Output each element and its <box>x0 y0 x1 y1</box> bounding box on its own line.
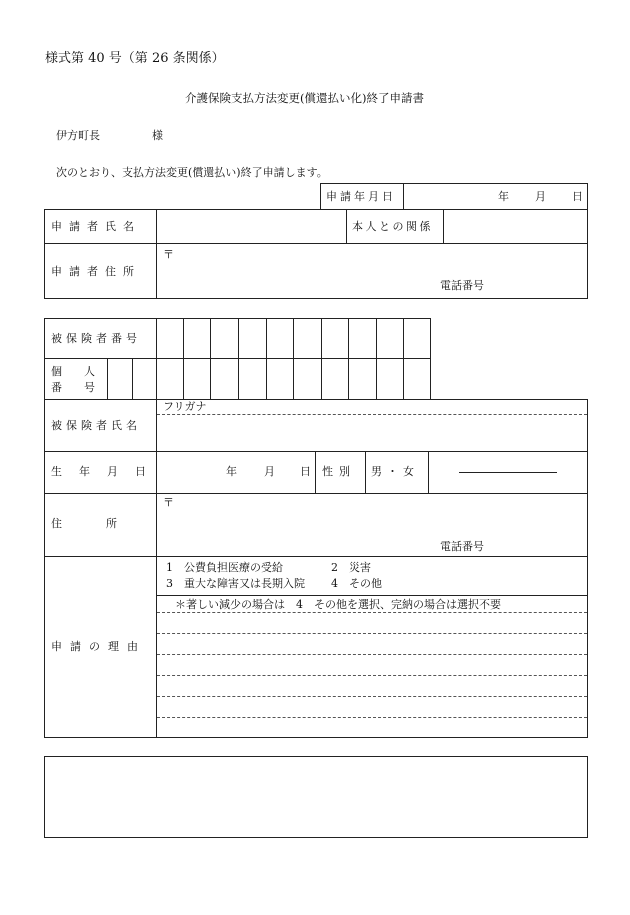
digit-divider <box>376 318 377 400</box>
reason-label: 申請の理由 <box>51 640 146 653</box>
insured-name-field[interactable] <box>160 418 580 448</box>
document-title: 介護保険支払方法変更(償還払い化)終了申請書 <box>185 91 424 105</box>
divider <box>156 209 157 299</box>
divider <box>365 451 366 493</box>
insured-postal-mark: 〒 <box>163 496 174 509</box>
insured-phone-label: 電話番号 <box>440 540 484 553</box>
personal-number-label-2: 番 号 <box>51 381 95 394</box>
birth-year[interactable]: 年 <box>226 465 237 478</box>
personal-number-label-1: 個 人 <box>51 365 95 378</box>
applicant-address-label: 申請者住所 <box>51 265 141 278</box>
birth-day[interactable]: 日 <box>300 465 311 478</box>
digit-divider <box>266 318 267 400</box>
reason-line <box>157 675 587 676</box>
birth-month[interactable]: 月 <box>264 465 275 478</box>
digit-divider <box>210 318 211 400</box>
divider <box>44 243 588 244</box>
addressee-honorific: 様 <box>152 129 163 142</box>
application-date-day[interactable]: 日 <box>572 190 583 203</box>
digit-divider <box>403 318 404 400</box>
relation-label: 本人との関係 <box>352 220 433 233</box>
addressee-name: 伊方町長 <box>56 129 100 142</box>
postal-mark: 〒 <box>163 248 174 261</box>
remarks-box[interactable] <box>44 756 588 838</box>
divider <box>315 451 316 493</box>
divider <box>346 209 347 243</box>
applicant-name-label: 申請者氏名 <box>51 220 141 233</box>
form-number: 様式第 40 号（第 26 条関係） <box>45 51 225 66</box>
digit-divider <box>293 318 294 400</box>
application-date-label: 申請年月日 <box>326 190 396 203</box>
reason-line <box>157 696 587 697</box>
digit-divider <box>348 318 349 400</box>
birth-date-label: 生年月日 <box>51 465 163 478</box>
divider <box>403 183 404 210</box>
sex-label: 性別 <box>322 465 356 478</box>
reason-option-1[interactable]: 1 公費負担医療の受給 <box>166 561 283 574</box>
divider <box>107 358 108 400</box>
reason-option-3[interactable]: 3 重大な障害又は長期入院 <box>166 577 305 590</box>
furigana-divider <box>157 414 587 415</box>
reason-line <box>157 654 587 655</box>
digit-divider <box>321 318 322 400</box>
reason-option-4[interactable]: 4 その他 <box>331 577 382 590</box>
divider <box>44 451 588 452</box>
divider <box>428 451 429 493</box>
intro-text: 次のとおり、支払方法変更(償還払い)終了申請します。 <box>56 166 328 179</box>
divider <box>156 595 588 596</box>
reason-option-2[interactable]: 2 災害 <box>331 561 371 574</box>
divider <box>156 318 157 400</box>
application-date-month[interactable]: 月 <box>535 190 546 203</box>
divider <box>44 493 588 494</box>
relation-field[interactable] <box>447 213 583 239</box>
applicant-phone-label: 電話番号 <box>440 279 484 292</box>
digit-divider <box>183 318 184 400</box>
reason-note: ＊著しい減少の場合は 4 その他を選択、完納の場合は選択不要 <box>175 598 501 611</box>
reason-line <box>157 633 587 634</box>
divider <box>44 556 588 557</box>
digit-divider <box>238 318 239 400</box>
divider <box>132 358 133 400</box>
insured-table <box>44 399 588 738</box>
insured-name-label: 被保険者氏名 <box>51 419 141 432</box>
divider <box>443 209 444 243</box>
insured-number-label: 被保険者番号 <box>51 332 141 345</box>
blank-line <box>459 472 557 473</box>
furigana-label: フリガナ <box>163 400 207 413</box>
reason-line <box>157 612 587 613</box>
reason-line <box>157 717 587 718</box>
sex-options[interactable]: 男・女 <box>371 465 419 478</box>
application-date-year[interactable]: 年 <box>498 190 509 203</box>
insured-address-label: 住 所 <box>51 517 117 530</box>
applicant-name-field[interactable] <box>160 213 340 239</box>
divider <box>156 399 157 738</box>
